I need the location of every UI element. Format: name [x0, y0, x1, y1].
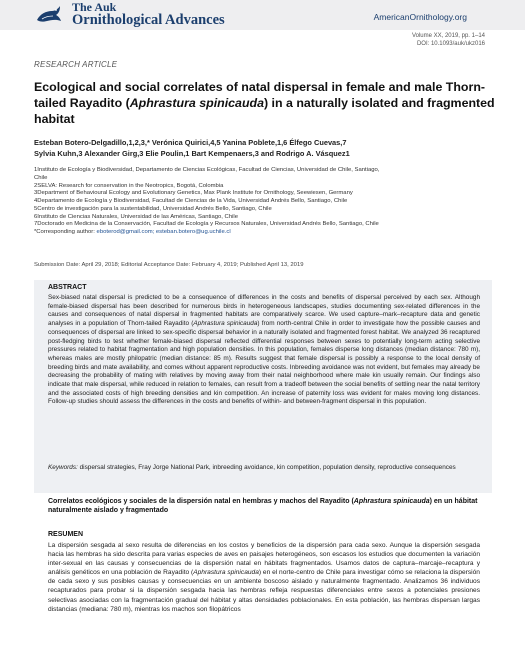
- affiliation-1: 1Instituto de Ecología y Biodiversidad, Departamento de Ciencias Ecológicas, Facultad de Ciencias, Universidad de Chile, Santiago,: [34, 167, 380, 173]
- auk-bird-logo-icon: [34, 2, 64, 26]
- affiliation-7: 7Doctorado en Medicina de la Conservación, Facultad de Ecología y Recursos Naturales, Universidad Andrés Bello, Santiago, Chile: [34, 221, 379, 228]
- resumen-text-1: La dispersión sesgada al sexo resulta de diferencias en los costos y beneficios de la dispersión para cada sexo. Aunque la dispersión sesgada hacia las hembras ha sido descrita para varias especies de aves en paisajes heterogéneos, son escasos los estudios que documenten la variación inter-sexual en las causas y consecuencias de la dispersión natal en hábitats fragmentados. Usamos datos de captura–marcaje–recaptura y análisis genéticos en una población de Rayadito (: [48, 542, 480, 577]
- corresponding-author: [34, 229, 484, 237]
- journal-name: [72, 1, 225, 28]
- keywords-list: dispersal strategies, Fray Jorge National Park, inbreeding avoidance, kin competition, population density, reproductive consequences: [77, 464, 456, 471]
- affiliation-5: 5Centro de investigación para la sustentabilidad, Universidad Andrés Bello, Santiago, Chile: [34, 205, 272, 212]
- affiliation-6: 6Instituto de Ciencias Naturales, Universidad de las Américas, Santiago, Chile: [34, 213, 238, 220]
- affiliation-2: 2SELVA: Research for conservation in the Neotropics, Bogotá, Colombia: [34, 182, 224, 189]
- doi-line[interactable]: DOI: 10.1093/auk/ukz016: [416, 40, 485, 47]
- spanish-title-1: Correlatos ecológicos y sociales de la dispersión natal en hembras y machos del Rayadito (: [48, 498, 354, 505]
- corresponding-email-link[interactable]: eboterod@gmail.com; esteban.botero@ug.uchile.cl: [96, 229, 231, 236]
- keywords: [48, 464, 480, 473]
- article-type: RESEARCH ARTICLE: [34, 60, 118, 69]
- submission-dates: Submission Date: April 29, 2018; Editorial Acceptance Date: February 4, 2019; Published April 13, 2019: [34, 262, 304, 268]
- resumen-species: Aphrastura spinicauda: [193, 569, 259, 577]
- journal-name-line2: Ornithological Advances: [72, 12, 225, 28]
- volume-info: [412, 33, 485, 49]
- authors-line1: Esteban Botero-Delgadillo,1,2,3,* Verónica Quirici,4,5 Yanina Poblete,1,6 Élfego Cuevas,7: [34, 138, 347, 147]
- title-part1: Ecological and social correlates of natal dispersal in female and male Thorn-tailed Rayadito (: [34, 80, 486, 111]
- abstract-text-1: Sex-biased natal dispersal is predicted to be a consequence of differences in the costs and benefits of dispersal perceived by each sex. Although female-biased dispersal has been described for numerous birds in heterogeneous landscapes, studies documenting sex-related differences in the causes and consequences of natal dispersal in fragmented habitats are comparatively scarce. We used capture–mark–recapture data and genetic analyses in a population of Thorn-tailed Rayadito (: [48, 294, 480, 328]
- authors-line2: Sylvia Kuhn,3 Alexander Girg,3 Elie Poulin,1 Bart Kempenaers,3 and Rodrigo A. Vásquez1: [34, 149, 350, 159]
- title-part2: ) in a naturally isolated and fragmented habitat: [34, 96, 495, 127]
- affiliation-1-cont: Chile: [34, 174, 48, 181]
- abstract-species: Aphrastura spinicauda: [193, 320, 258, 328]
- author-list: [34, 137, 484, 160]
- spanish-title: [48, 497, 488, 515]
- affiliations: [34, 167, 484, 237]
- affiliation-3: 3Department of Behavioural Ecology and Evolutionary Genetics, Max Plank Institute for Ornithology, Seewiesen, Germany: [34, 190, 353, 197]
- abstract-text-2: ) from north-central Chile in order to investigate how the possible causes and consequences of dispersal are linked to sex-specific dispersal behavior in a naturally isolated and fragmented forest habitat. We analyzed 36 recaptured post-fledging birds to test whether female-biased dispersal reflected differential responses between sexes to potentially long-term acting selective pressures related to habitat fragmentation and high population densities. In this population, females disperse long distances (median distance: 780 m), whereas males are mostly philopatric (median distance: 85 m). Results suggest that female dispersal is possibly a response to the local density of breeding birds and mate availability, and comes without apparent reproductive costs. Inbreeding avoidance was not evident, but females may already be decreasing the probability of mating with relatives by moving away from their natal neighborhood where male kin usually remain. Our findings also indicate that male dispersal, while reduced in relation to females, can result from a tradeoff between the social benefits of settling near the natal territory and the associated costs of high breeding densities and kin competition. An increase of paternity loss was evident for males moving long distances. Follow-up studies should assess the differences in the costs and benefits of within- and between-fragment dispersal in this population.: [48, 320, 480, 406]
- spanish-title-2: ) en un hábitat naturalmente aislado y fragmentado: [48, 498, 478, 515]
- article-title: [34, 79, 504, 127]
- spanish-title-species: Aphrastura spinicauda: [353, 498, 430, 505]
- volume-line: Volume XX, 2019, pp. 1–14: [411, 33, 485, 39]
- resumen-body: [48, 541, 480, 614]
- abstract-heading: ABSTRACT: [48, 284, 87, 291]
- affiliation-4: 4Departamento de Ecología y Biodiversidad, Facultad de Ciencias de la Vida, Universidad Andrés Bello, Santiago, Chile: [34, 198, 348, 205]
- title-species: Aphrastura spinicauda: [129, 96, 264, 111]
- resumen-text-2: ) en el norte-centro de Chile para investigar cómo se relaciona la dispersión de cada sexo y sus posibles causas y consecuencias en un ambiente boscoso aislado y naturalmente fragmentado. Analizamos 36 individuos recapturados para probar si la dispersión sesgada hacia las hembras refleja respuestas diferenciales entre sexos a potenciales presiones selectivas asociadas con la fragmentación gradual del hábitat y altas densidades poblacionales. En esta población, las hembras dispersan largas distancias (mediana: 780 m), mientras los machos son filopátricos: [48, 569, 480, 613]
- journal-website-link[interactable]: AmericanOrnithology.org: [373, 12, 467, 22]
- resumen-heading: RESUMEN: [48, 531, 84, 538]
- keywords-label: Keywords:: [48, 464, 78, 471]
- journal-header: [0, 0, 525, 30]
- corresponding-label: *Corresponding author:: [34, 229, 97, 236]
- journal-name-line1: The Auk: [72, 0, 117, 14]
- abstract-body: [48, 294, 480, 407]
